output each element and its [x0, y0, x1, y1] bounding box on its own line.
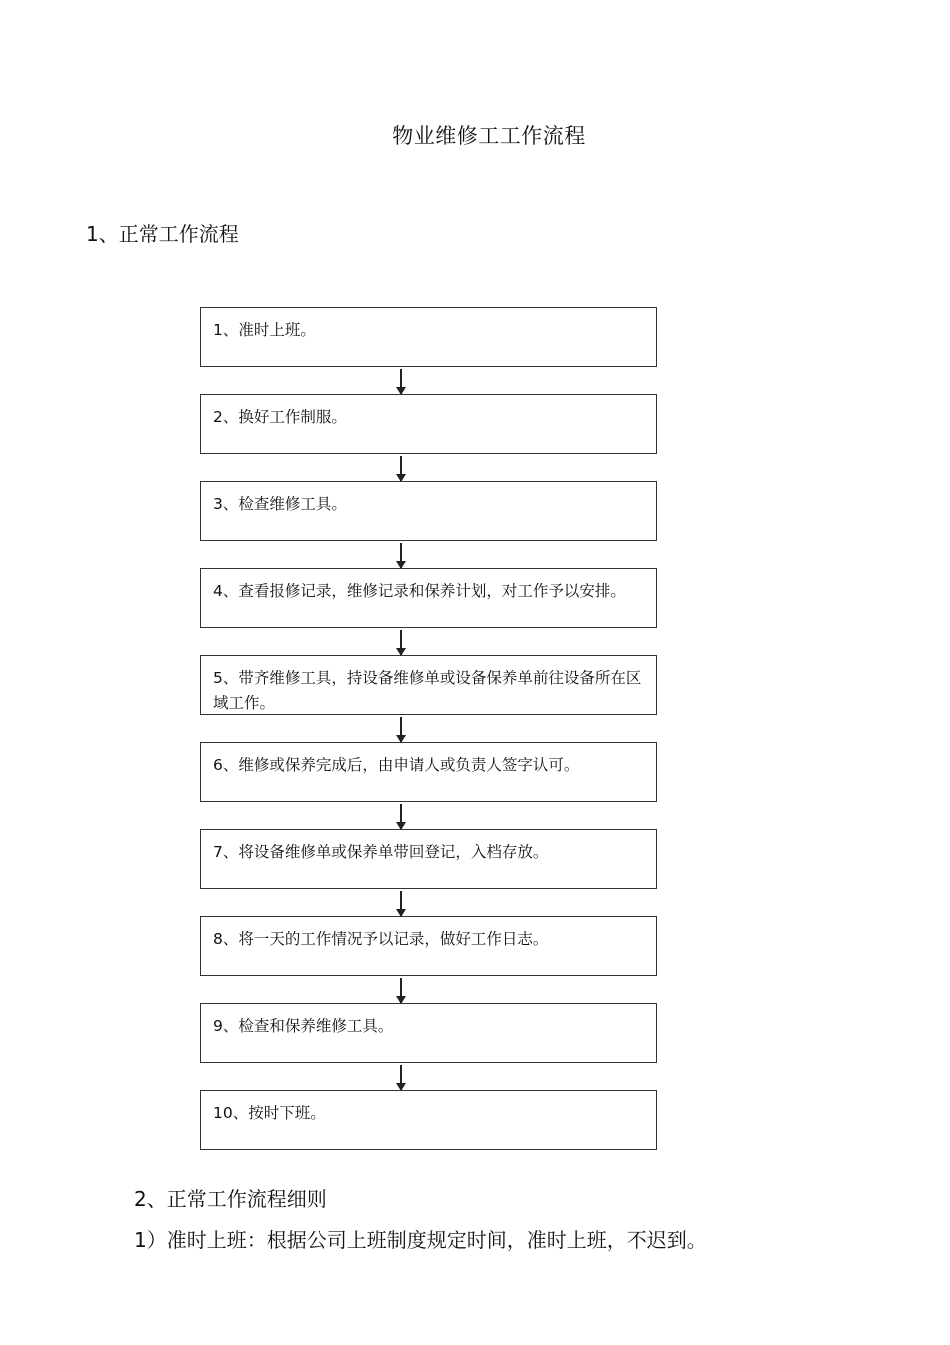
flow-arrow	[400, 543, 402, 568]
flow-step-1: 1、准时上班。	[200, 307, 657, 367]
flow-arrow	[400, 891, 402, 916]
flow-step-7: 7、将设备维修单或保养单带回登记，入档存放。	[200, 829, 657, 889]
flow-step-3: 3、检查维修工具。	[200, 481, 657, 541]
flow-step-9: 9、检查和保养维修工具。	[200, 1003, 657, 1063]
flow-step-4: 4、查看报修记录，维修记录和保养计划，对工作予以安排。	[200, 568, 657, 628]
detail-paragraph-1: 1）准时上班：根据公司上班制度规定时间，准时上班，不迟到。	[134, 1228, 707, 1252]
flow-arrow	[400, 630, 402, 655]
flow-step-10: 10、按时下班。	[200, 1090, 657, 1150]
flow-step-6: 6、维修或保养完成后，由申请人或负责人签字认可。	[200, 742, 657, 802]
flow-arrow	[400, 369, 402, 394]
flow-arrow	[400, 456, 402, 481]
flow-arrow	[400, 978, 402, 1003]
flow-step-2: 2、换好工作制服。	[200, 394, 657, 454]
section-heading-workflow: 1、正常工作流程	[86, 222, 239, 246]
flow-arrow	[400, 717, 402, 742]
flow-arrow	[400, 804, 402, 829]
flow-step-8: 8、将一天的工作情况予以记录，做好工作日志。	[200, 916, 657, 976]
flow-step-5: 5、带齐维修工具，持设备维修单或设备保养单前往设备所在区域工作。	[200, 655, 657, 715]
document-title: 物业维修工工作流程	[392, 124, 586, 148]
section-heading-details: 2、正常工作流程细则	[134, 1187, 327, 1211]
flow-arrow	[400, 1065, 402, 1090]
